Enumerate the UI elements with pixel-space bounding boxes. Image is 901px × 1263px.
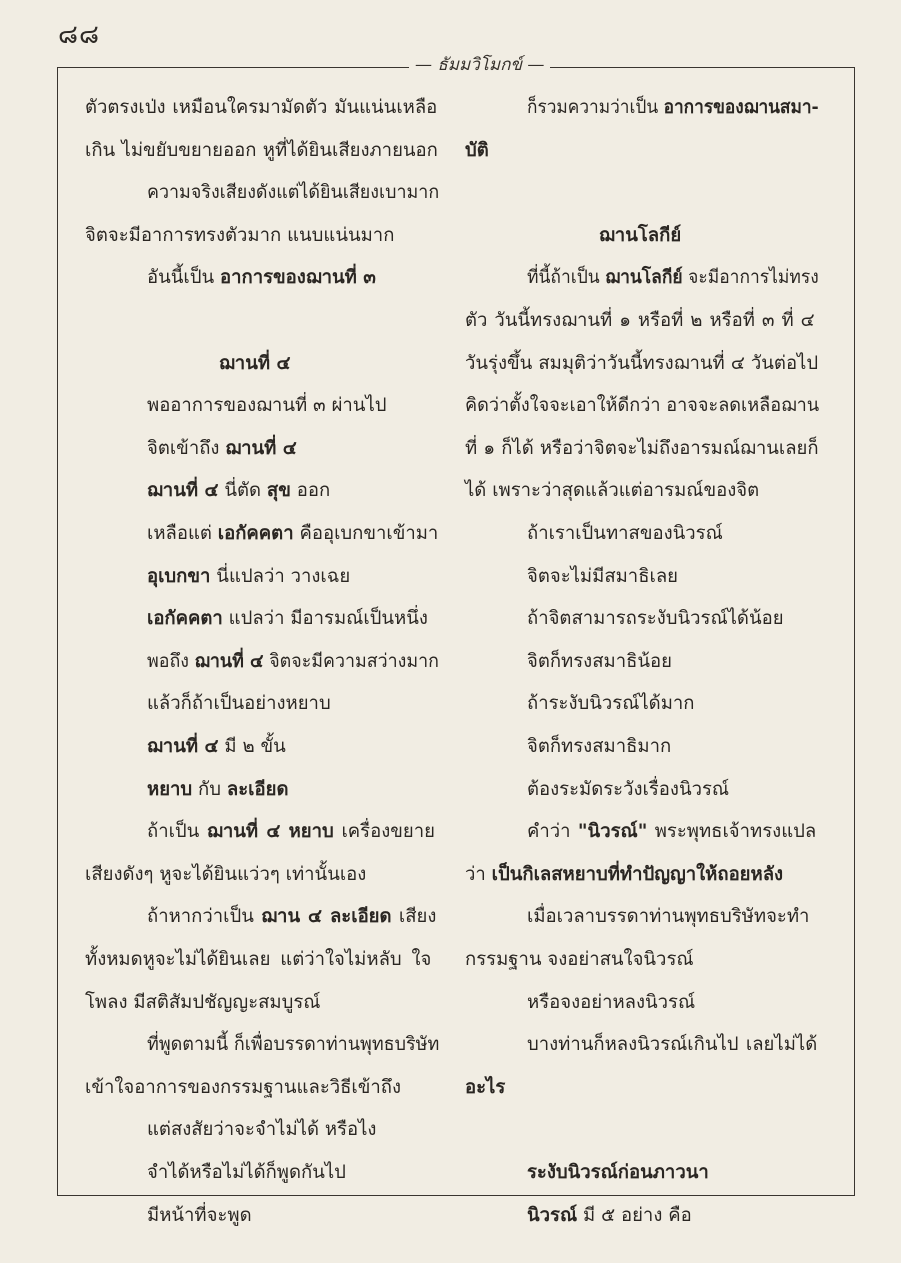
text-line [527,692,694,716]
text-line [465,139,489,163]
bold-term: ละเอียด [226,779,289,800]
text-run: จิตจะไม่มีสมาธิเลย [527,566,678,587]
text-run: เครื่องขยาย [333,821,435,842]
text-line [85,991,320,1015]
bold-term: อะไร [465,1077,506,1098]
text-run: ตัวตรงเป่ง เหมือนใครมามัดตัว มันแน่นเหลือ [85,97,438,118]
bold-term: ฌานที่ ๔ [147,736,219,757]
text-line [85,863,366,887]
text-line [147,522,438,546]
bold-term: ฌานที่ ๔ [147,480,219,501]
text-line [465,948,694,972]
bold-term: เอกัคคตา [217,523,294,544]
bold-term: ฌาน ๔ ละเอียด [261,906,392,927]
text-run: จิตจะมีความสว่างมาก [263,651,439,672]
text-run: ที่นี้ถ้าเป็น [527,267,606,288]
running-title: — ธัมมวิโมกข์ — [409,51,550,78]
text-line [147,650,439,674]
text-run: แปลว่า มีอารมณ์เป็นหนึ่ง [222,608,428,629]
text-run: ว่า [465,864,492,885]
text-line [85,96,437,120]
text-run: แล้วก็ถ้าเป็นอย่างหยาบ [147,693,331,714]
text-line [147,778,288,802]
text-run: ตัว วันนี้ทรงฌานที่ ๑ หรือที่ ๒ หรือที่ ๓ ที่ ๔ [465,310,815,331]
text-line [147,692,331,716]
text-line [147,1033,439,1057]
running-title-text: ธัมมวิโมกข์ [437,55,522,75]
text-run: คืออุเบกขาเข้ามา [293,523,439,544]
text-run: ถ้าจิตสามารถระงับนิวรณ์ได้น้อย [527,608,784,629]
text-run: จิตก็ทรงสมาธิมาก [527,736,672,757]
text-run: พอถึง [147,651,195,672]
text-line [527,1161,709,1185]
text-line [85,224,394,248]
text-line [147,1204,252,1228]
text-line [527,266,819,290]
text-run: จิตเข้าถึง [147,438,226,459]
bold-term: ฌานที่ ๔ หยาบ [207,821,334,842]
text-line [465,1076,505,1100]
text-run: นี่แปลว่า วางเฉย [210,566,351,587]
text-run: ออก [290,480,331,501]
text-run: ที่พูดตามนี้ ก็เพื่อบรรดาท่านพุทธบริษัท [147,1034,440,1055]
text-run: เข้าใจอาการของกรรมฐานและวิธีเข้าถึง [85,1077,402,1098]
text-line [527,735,671,759]
text-line [527,820,816,844]
text-run: พระพุทธเจ้าทรงแปล [647,821,817,842]
text-run: มีหน้าที่จะพูด [147,1205,252,1226]
bold-term: สุข [266,480,291,501]
text-line [465,479,759,503]
text-line [527,1033,817,1057]
bold-term: ฌานที่ ๔ [225,438,297,459]
text-line [147,394,387,418]
text-run: จำได้หรือไม่ได้ก็พูดกันไป [147,1162,346,1183]
text-run: ต้องระมัดระวังเรื่องนิวรณ์ [527,779,730,800]
text-run: จิตจะมีอาการทรงตัวมาก แนบแน่นมาก [85,225,395,246]
bold-term: เป็นกิเลสหยาบที่ทำปัญญาให้ถอยหลัง [491,864,784,885]
text-line [147,181,439,205]
text-run: ถ้าหากว่าเป็น [147,906,262,927]
text-line [527,565,678,589]
text-run: พออาการของฌานที่ ๓ ผ่านไป [147,395,387,416]
text-run: ทั้งหมดหูจะไม่ได้ยินเลย แต่ว่าใจไม่หลับ ใจ [85,949,432,970]
bold-term: อุเบกขา [147,566,211,587]
text-line [147,905,436,929]
bold-term: อาการของฌานที่ ๓ [220,267,376,288]
text-line [527,650,672,674]
text-run: วันรุ่งขึ้น สมมุติว่าวันนี้ทรงฌานที่ ๔ วันต่อไป [465,353,819,374]
text-line [465,863,783,887]
text-run: บางท่านก็หลงนิวรณ์เกินไป เลยไม่ได้ [527,1034,818,1055]
text-run: กับ [192,779,227,800]
text-line [147,607,428,631]
text-run: จิตก็ทรงสมาธิน้อย [527,651,672,672]
text-line [527,1204,692,1228]
text-run: กรรมฐาน จงอย่าสนใจนิวรณ์ [465,949,694,970]
text-line [527,607,784,631]
text-run: โพลง มีสติสัมปชัญญะสมบูรณ์ [85,992,321,1013]
text-run: คำว่า [527,821,578,842]
right-column [465,0,819,1263]
text-run: เกิน ไม่ขยับขยายออก หูที่ได้ยินเสียงภายนอก [85,140,438,161]
bold-term: ฌานที่ ๔ [219,353,291,374]
bold-term: บัติ [465,140,489,161]
page-number: ๘๘ [58,20,101,50]
text-line [465,352,818,376]
text-run: นี่ตัด [218,480,267,501]
text-run: หรือจงอย่าหลงนิวรณ์ [527,992,696,1013]
text-line [147,479,330,503]
text-run: ได้ เพราะว่าสุดแล้วแต่อารมณ์ของจิต [465,480,760,501]
text-line [527,522,723,546]
text-run: ความจริงเสียงดังแต่ได้ยินเสียงเบามาก [147,182,440,203]
bold-term: หยาบ [147,779,193,800]
bold-term: อาการของฌานสมา- [663,97,819,118]
bold-term: ฌานโลกีย์ [599,225,682,246]
text-line [599,224,681,248]
bold-term: "นิวรณ์" [577,821,648,842]
text-line [527,991,695,1015]
text-run: เหลือแต่ [147,523,218,544]
text-line [147,437,297,461]
text-line [147,1161,346,1185]
text-line [147,820,435,844]
text-line [85,948,431,972]
bold-term: ฌานโลกีย์ [605,267,683,288]
text-line [219,352,290,376]
text-run: ถ้าระงับนิวรณ์ได้มาก [527,693,695,714]
bold-term: นิวรณ์ [527,1205,578,1226]
bold-term: เอกัคคตา [147,608,223,629]
text-line [147,735,286,759]
text-line [85,1076,401,1100]
text-line [465,309,815,333]
text-run: ก็รวมความว่าเป็น [527,97,664,118]
text-line [465,437,819,461]
text-run: คิดว่าตั้งใจจะเอาให้ดีกว่า อาจจะลดเหลือฌาน [465,395,820,416]
text-line [465,394,819,418]
text-run: แต่สงสัยว่าจะจำไม่ได้ หรือไง [147,1119,377,1140]
text-line [147,565,350,589]
text-run: อันนี้เป็น [147,267,220,288]
text-line [147,1118,376,1142]
text-run: มี ๒ ขั้น [218,736,286,757]
bold-term: ระงับนิวรณ์ก่อนภาวนา [527,1162,709,1183]
text-line [527,778,729,802]
text-run: ที่ ๑ ก็ได้ หรือว่าจิตจะไม่ถึงอารมณ์ฌานเลยก็ [465,438,819,459]
text-run: จะมีอาการไม่ทรง [682,267,819,288]
text-line [147,266,376,290]
bold-term: ฌานที่ ๔ [194,651,264,672]
text-line [527,905,809,929]
text-line [85,139,438,163]
text-run: มี ๕ อย่าง คือ [577,1205,692,1226]
text-run: เมื่อเวลาบรรดาท่านพุทธบริษัทจะทำ [527,906,810,927]
left-column [85,0,439,1263]
text-run: ถ้าเป็น [147,821,208,842]
text-run: เสียงดังๆ หูจะได้ยินแว่วๆ เท่านั้นเอง [85,864,367,885]
text-run: เสียง [391,906,437,927]
text-line [527,96,819,120]
text-run: ถ้าเราเป็นทาสของนิวรณ์ [527,523,723,544]
